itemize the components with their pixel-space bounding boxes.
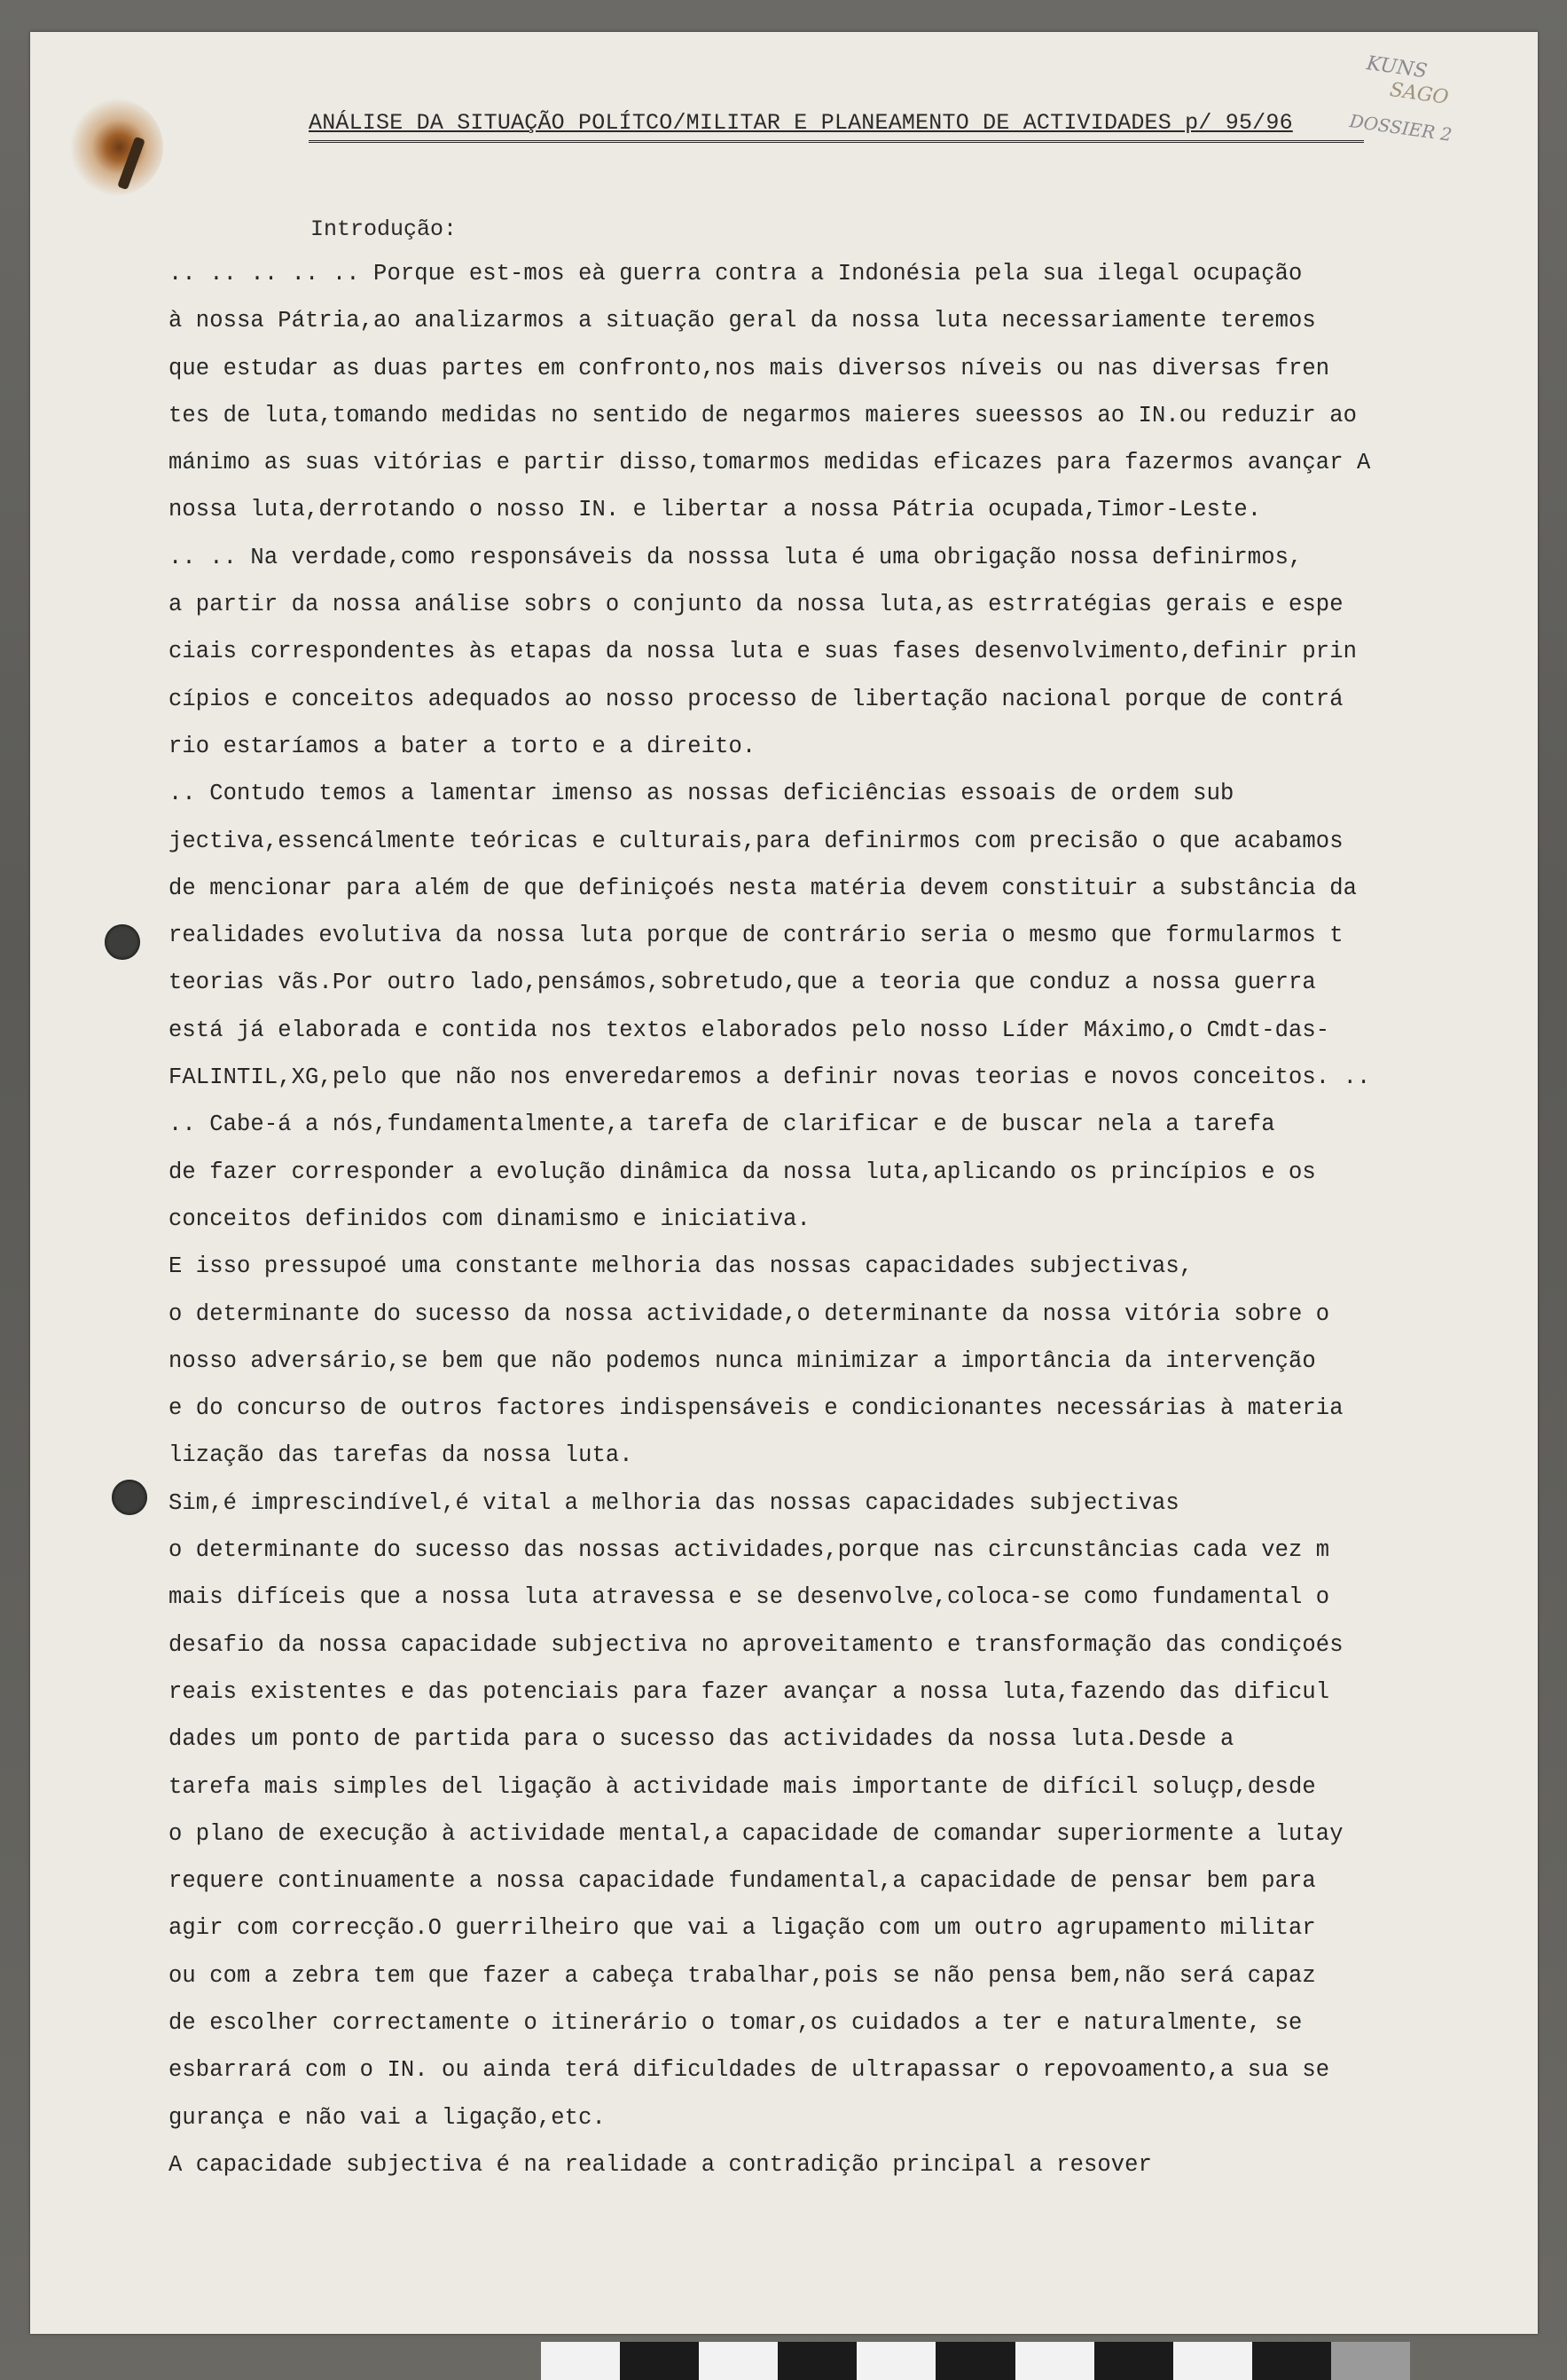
- text-line: de mencionar para além de que definiçoés nesta matéria devem constituir a substância da: [168, 875, 1358, 901]
- text-line: .. Cabe-á a nós,fundamentalmente,a tarefa de clarificar e de buscar nela a tarefa: [168, 1111, 1275, 1138]
- text-line: desafio da nossa capacidade subjectiva no aproveitamento e transformação das condiçoés: [168, 1631, 1344, 1658]
- punch-hole-lower: [112, 1480, 147, 1515]
- text-line: que estudar as duas partes em confronto,nos mais diversos níveis ou nas diversas fren: [168, 355, 1330, 381]
- archive-note-line: DOSSIER 2: [1348, 110, 1453, 145]
- scale-segment: [778, 2342, 857, 2380]
- scale-segment: [1331, 2342, 1410, 2380]
- text-line: mánimo as suas vitórias e partir disso,tomarmos medidas eficazes para fazermos avançar A: [168, 450, 1371, 476]
- text-line: e do concurso de outros factores indispensáveis e condicionantes necessárias à materia: [168, 1395, 1344, 1422]
- text-line: E isso pressupoé uma constante melhoria das nossas capacidades subjectivas,: [168, 1253, 1194, 1280]
- text-line: agir com correcção.O guerrilheiro que vai a ligação com um outro agrupamento militar: [168, 1915, 1316, 1942]
- text-line: esbarrará com o IN. ou ainda terá dificuldades de ultrapassar o repovoamento,a sua se: [168, 2057, 1330, 2084]
- text-line: de fazer corresponder a evolução dinâmica da nossa luta,aplicando os princípios e os: [168, 1159, 1316, 1185]
- archive-note-line: SAGO: [1388, 78, 1450, 110]
- body-text: [168, 250, 1481, 2188]
- text-line: tes de luta,tomando medidas no sentido de negarmos maieres sueessos ao IN.ou reduzir ao: [168, 402, 1358, 428]
- text-line: lização das tarefas da nossa luta.: [168, 1442, 633, 1469]
- text-line: o determinante do sucesso das nossas actividades,porque nas circunstâncias cada vez m: [168, 1537, 1330, 1564]
- scale-segment: [541, 2342, 620, 2380]
- text-line: reais existentes e das potenciais para fazer avançar a nossa luta,fazendo das dificul: [168, 1678, 1330, 1705]
- text-line: ou com a zebra tem que fazer a cabeça trabalhar,pois se não pensa bem,não será capaz: [168, 1962, 1316, 1989]
- scale-segment: [1094, 2342, 1173, 2380]
- text-line: realidades evolutiva da nossa luta porque de contrário seria o mesmo que formularmos t: [168, 923, 1344, 949]
- text-line: ciais correspondentes às etapas da nossa luta e suas fases desenvolvimento,definir prin: [168, 639, 1358, 665]
- archive-note-line: KUNS: [1365, 52, 1429, 83]
- text-line: Sim,é imprescindível,é vital a melhoria das nossas capacidades subjectivas: [168, 1489, 1179, 1516]
- text-line: o plano de execução à actividade mental,a capacidade de comandar superiormente a lutay: [168, 1820, 1344, 1847]
- text-line: rio estaríamos a bater a torto e a direito.: [168, 733, 756, 759]
- scale-segment: [1252, 2342, 1331, 2380]
- scale-segment: [857, 2342, 936, 2380]
- archive-handwritten-note: [1348, 52, 1461, 146]
- scale-segment: [620, 2342, 699, 2380]
- text-line: nossa luta,derrotando o nosso IN. e libertar a nossa Pátria ocupada,Timor-Leste.: [168, 497, 1262, 523]
- scale-segment: [699, 2342, 778, 2380]
- text-line: tarefa mais simples del ligação à actividade mais importante de difícil soluçp,desde: [168, 1773, 1316, 1800]
- text-line: A capacidade subjectiva é na realidade a contradição principal a resover: [168, 2151, 1152, 2178]
- scale-segment: [1015, 2342, 1094, 2380]
- title-double-underline: [309, 140, 1364, 143]
- text-line: nosso adversário,se bem que não podemos nunca minimizar a importância da intervenção: [168, 1347, 1316, 1374]
- text-line: .. Contudo temos a lamentar imenso as nossas deficiências essoais de ordem sub: [168, 781, 1234, 807]
- text-line: dades um ponto de partida para o sucesso das actividades da nossa luta.Desde a: [168, 1726, 1234, 1753]
- text-line: .. .. .. .. .. Porque est-mos eà guerra contra a Indonésia pela sua ilegal ocupação: [168, 261, 1303, 287]
- scale-segment: [936, 2342, 1015, 2380]
- text-line: cípios e conceitos adequados ao nosso processo de libertação nacional porque de contrá: [168, 686, 1344, 712]
- text-line: o determinante do sucesso da nossa actividade,o determinante da nossa vitória sobre o: [168, 1300, 1330, 1327]
- text-line: à nossa Pátria,ao analizarmos a situação geral da nossa luta necessariamente teremos: [168, 308, 1316, 334]
- text-line: requere continuamente a nossa capacidade fundamental,a capacidade de pensar bem para: [168, 1868, 1316, 1895]
- text-line: está já elaborada e contida nos textos elaborados pelo nosso Líder Máximo,o Cmdt-das-: [168, 1017, 1330, 1043]
- text-line: gurança e não vai a ligação,etc.: [168, 2104, 606, 2131]
- text-line: FALINTIL,XG,pelo que não nos enveredaremos a definir novas teorias e novos conceitos. ..: [168, 1064, 1371, 1091]
- punch-hole-upper: [105, 924, 140, 960]
- color-calibration-strip: [541, 2342, 1410, 2380]
- text-line: .. .. Na verdade,como responsáveis da nosssa luta é uma obrigação nossa definirmos,: [168, 544, 1303, 570]
- scale-segment: [1173, 2342, 1252, 2380]
- document-title: ANÁLISE DA SITUAÇÃO POLÍTCO/MILITAR E PLANEAMENTO DE ACTIVIDADES p/ 95/96: [309, 110, 1293, 136]
- text-line: a partir da nossa análise sobrs o conjunto da nossa luta,as estrratégias gerais e espe: [168, 592, 1344, 618]
- text-line: mais difíceis que a nossa luta atravessa e se desenvolve,coloca-se como fundamental o: [168, 1584, 1330, 1611]
- text-line: conceitos definidos com dinamismo e iniciativa.: [168, 1206, 811, 1232]
- introduction-heading: Introdução:: [310, 216, 458, 242]
- text-line: jectiva,essencálmente teóricas e culturais,para definirmos com precisão o que acabamos: [168, 828, 1344, 854]
- rust-stain: [66, 98, 163, 196]
- text-line: teorias vãs.Por outro lado,pensámos,sobretudo,que a teoria que conduz a nossa guerra: [168, 970, 1316, 996]
- text-line: de escolher correctamente o itinerário o tomar,os cuidados a ter e naturalmente, se: [168, 2009, 1303, 2036]
